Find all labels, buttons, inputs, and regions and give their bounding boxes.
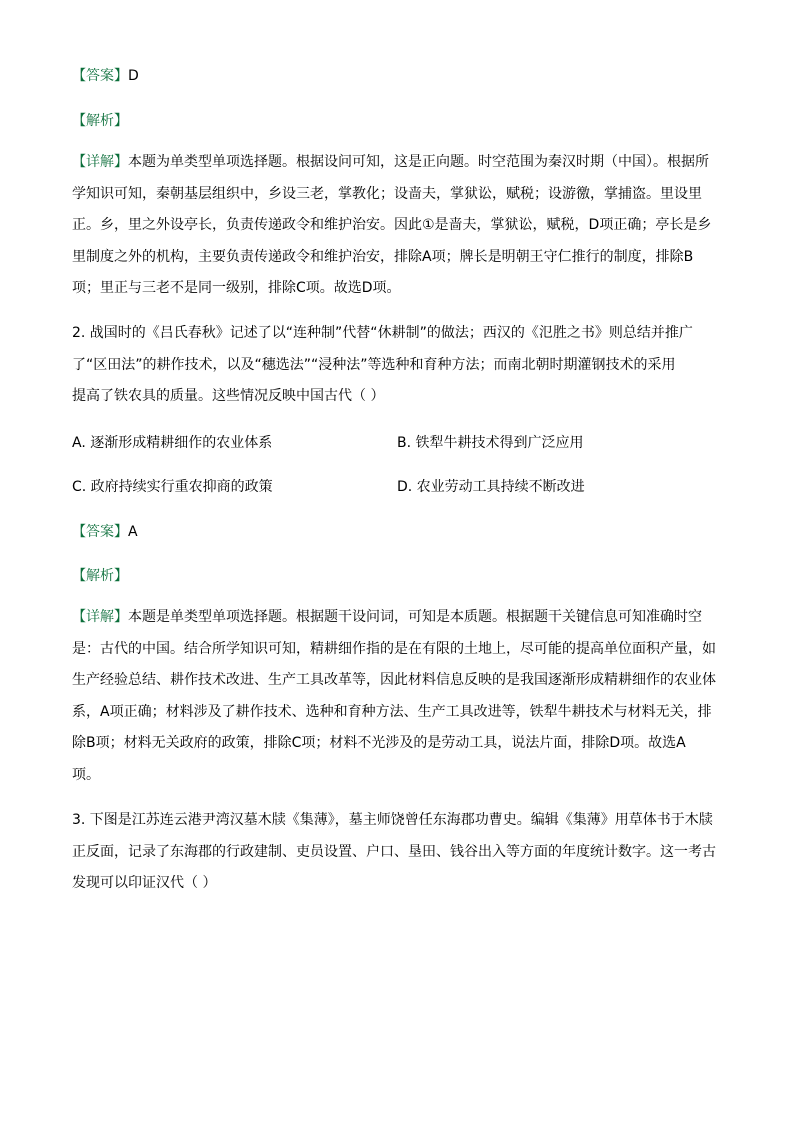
q3-stem-line: 发现可以印证汉代（ ）	[72, 875, 217, 891]
q1-detail-line: 正。乡，里之外设亭长，负责传递政令和维护治安。因此①是啬夫，掌狱讼，赋税，D项正确；亭长是乡	[72, 217, 712, 233]
q1-detail-line: 【详解】本题为单类型单项选择题。根据设问可知，这是正向题。时空范围为秦汉时期（中国）。根据所	[72, 154, 709, 170]
q2-detail-line: 除B项；材料无关政府的政策，排除C项；材料不光涉及的是劳动工具，说法片面，排除D项。故选A	[72, 735, 686, 751]
q1-analysis-tag: 【解析】	[72, 113, 128, 129]
q1-detail-line: 里制度之外的机构，主要负责传递政令和维护治安，排除A项；牌长是明朝王守仁推行的制度，排除B	[72, 248, 694, 265]
q2-detail-line: 项。	[72, 766, 100, 783]
q2-answer-tag: 【答案】	[72, 524, 128, 540]
q2-answer	[72, 522, 138, 542]
q2-stem-line: 2. 战国时的《吕氏春秋》记述了以“连种制”代替“休耕制”的做法；西汉的《氾胜之书》则总结并推广	[72, 325, 693, 341]
q2-detail-tag: 【详解】	[72, 609, 128, 625]
q2-detail-line: 【详解】本题是单类型单项选择题。根据题干设问词，可知是本质题。根据题干关键信息可知准确时空	[72, 609, 702, 625]
q2-option-a: A. 逐渐形成精耕细作的农业体系	[72, 435, 273, 451]
q2-stem-line: 了“区田法”的耕作技术，以及“穗选法”“浸种法”等选种和育种方法；而南北朝时期灌钢技术的采用	[72, 356, 676, 373]
q1-answer	[72, 66, 139, 86]
q2-option-b: B. 铁犁牛耕技术得到广泛应用	[397, 435, 584, 451]
q2-detail-line: 是：古代的中国。结合所学知识可知，精耕细作指的是在有限的土地上，尽可能的提高单位面积产量，如	[72, 640, 716, 657]
q2-detail	[72, 602, 722, 791]
q3-stem-line: 3. 下图是江苏连云港尹湾汉墓木牍《集薄》，墓主师饶曾任东海郡功曹史。编辑《集薄》用草体书于木牍	[72, 812, 713, 828]
q1-answer-value: D	[128, 68, 139, 84]
q2-detail-line: 生产经验总结、耕作技术改进、生产工具改革等，因此材料信息反映的是我国逐渐形成精耕细作的农业体	[72, 672, 716, 688]
q1-detail-tag: 【详解】	[72, 154, 128, 170]
q1-detail-line: 项；里正与三老不是同一级别，排除C项。故选D项。	[72, 280, 401, 296]
q2-option-c: C. 政府持续实行重农抑商的政策	[72, 479, 273, 495]
q1-detail	[72, 147, 722, 305]
q2-detail-line: 系，A项正确；材料涉及了耕作技术、选种和育种方法、生产工具改进等，铁犁牛耕技术与材料无关，排	[72, 703, 712, 720]
q2-stem-line: 提高了铁农具的质量。这些情况反映中国古代（ ）	[72, 388, 385, 404]
q2-analysis-tag: 【解析】	[72, 568, 128, 584]
q1-answer-tag: 【答案】	[72, 68, 128, 84]
q3-stem	[72, 805, 722, 900]
q1-detail-line: 学知识可知，秦朝基层组织中，乡设三老，掌教化；设啬夫，掌狱讼，赋税；设游徼，掌捕盗。里设里	[72, 185, 702, 202]
q3-stem-line: 正反面，记录了东海郡的行政建制、吏员设置、户口、垦田、钱谷出入等方面的年度统计数字。这一考古	[72, 843, 716, 860]
q2-answer-value: A	[128, 524, 138, 540]
q2-option-d: D. 农业劳动工具持续不断改进	[397, 479, 585, 495]
q2-stem	[72, 318, 722, 413]
